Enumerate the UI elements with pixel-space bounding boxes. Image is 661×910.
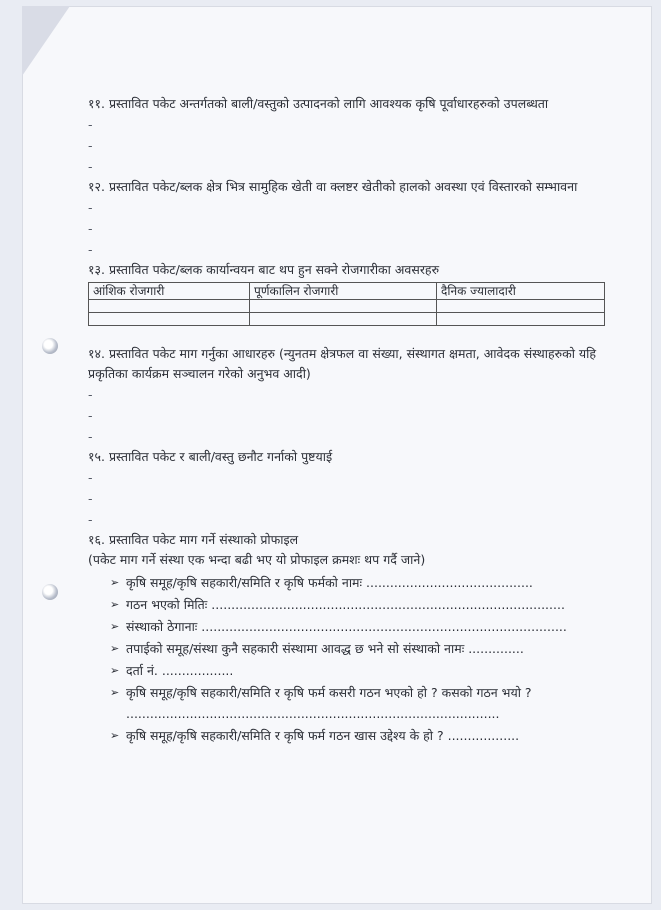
question-15-title: १५. प्रस्तावित पकेट र बाली/वस्तु छनौट गर्नाको पुष्टयाई [88,449,333,464]
header-daily-wage: दैनिक ज्यालादारी [437,283,605,300]
answer-dash: - [88,117,93,132]
answer-dash: - [88,387,93,402]
list-item [110,660,608,681]
answer-dash: - [88,138,93,153]
header-partial-employment: आंशिक रोजगारी [89,283,250,300]
list-item [110,682,608,724]
table-cell[interactable] [89,300,250,313]
table-header-row [89,283,605,300]
item-text: गठन भएको मितिः ......................................................................................... [126,597,565,612]
list-item [110,725,608,746]
table-cell[interactable] [250,313,437,326]
answer-dash: - [88,491,93,506]
answer-dash: - [88,242,93,257]
item-text: संस्थाको ठेगानाः ............................................................................................ [126,619,567,634]
answer-dash: - [88,429,93,444]
answer-dash: - [88,159,93,174]
table-row [89,300,605,313]
list-item [110,572,608,593]
list-item [110,594,608,615]
item-text: दर्ता नं. .................. [126,663,234,678]
question-13-title: १३. प्रस्तावित पकेट/ब्लक कार्यान्वयन बाट थप हुन सक्ने रोजगारीका अवसरहरु [88,262,440,277]
answer-dash: - [88,200,93,215]
question-11-title: ११. प्रस्तावित पकेट अन्तर्गतको बाली/वस्तुको उत्पादनको लागि आवश्यक कृषि पूर्वाधारहरुको उपलब्धता [88,96,549,111]
list-item [110,638,608,659]
table-cell[interactable] [250,300,437,313]
arrow-bullet-icon: ➢ [110,642,120,655]
question-12-title: १२. प्रस्तावित पकेट/ब्लक क्षेत्र भित्र सामुहिक खेती वा क्लष्टर खेतीको हालको अवस्था एवं विस्तारको सम्भावना [88,179,578,194]
table-row [89,313,605,326]
punch-hole-bottom [42,584,58,600]
arrow-bullet-icon: ➢ [110,598,120,611]
answer-dash: - [88,221,93,236]
arrow-bullet-icon: ➢ [110,729,120,742]
form-content [88,94,608,747]
table-cell[interactable] [437,300,605,313]
table-cell[interactable] [89,313,250,326]
arrow-bullet-icon: ➢ [110,620,120,633]
table-cell[interactable] [437,313,605,326]
profile-items [88,572,608,746]
item-text: कृषि समूह/कृषि सहकारी/समिति र कृषि फर्मको नामः .......................................... [126,575,533,590]
employment-table [88,282,605,326]
answer-dash: - [88,470,93,485]
document-page [22,6,652,904]
arrow-bullet-icon: ➢ [110,664,120,677]
header-fulltime-employment: पूर्णकालिन रोजगारी [250,283,437,300]
arrow-bullet-icon: ➢ [110,576,120,589]
item-text: तपाईको समूह/संस्था कुनै सहकारी संस्थामा आवद्ध छ भने सो संस्थाको नामः .............. [126,641,524,656]
item-text: कृषि समूह/कृषि सहकारी/समिति र कृषि फर्म कसरी गठन भएको हो ? कसको गठन भयो ? .............................................................................................. [126,685,532,721]
arrow-bullet-icon: ➢ [110,686,120,699]
question-14-title: १४. प्रस्तावित पकेट माग गर्नुका आधारहरु (न्युनतम क्षेत्रफल वा संख्या, संस्थागत क्षमता, आवेदक संस्थाहरुको यहि प्रकृतिका कार्यक्रम सञ्चालन गरेको अनुभव आदी) [88,346,597,381]
profile-note: (पकेट माग गर्ने संस्था एक भन्दा बढी भए यो प्रोफाइल क्रमशः थप गर्दै जाने) [88,552,426,567]
answer-dash: - [88,512,93,527]
item-text: कृषि समूह/कृषि सहकारी/समिति र कृषि फर्म गठन खास उद्देश्य के हो ? .................. [126,728,520,743]
question-16-title: १६. प्रस्तावित पकेट माग गर्ने संस्थाको प्रोफाइल [88,532,299,547]
answer-dash: - [88,408,93,423]
list-item [110,616,608,637]
folded-corner [22,6,70,76]
punch-hole-top [42,338,58,354]
